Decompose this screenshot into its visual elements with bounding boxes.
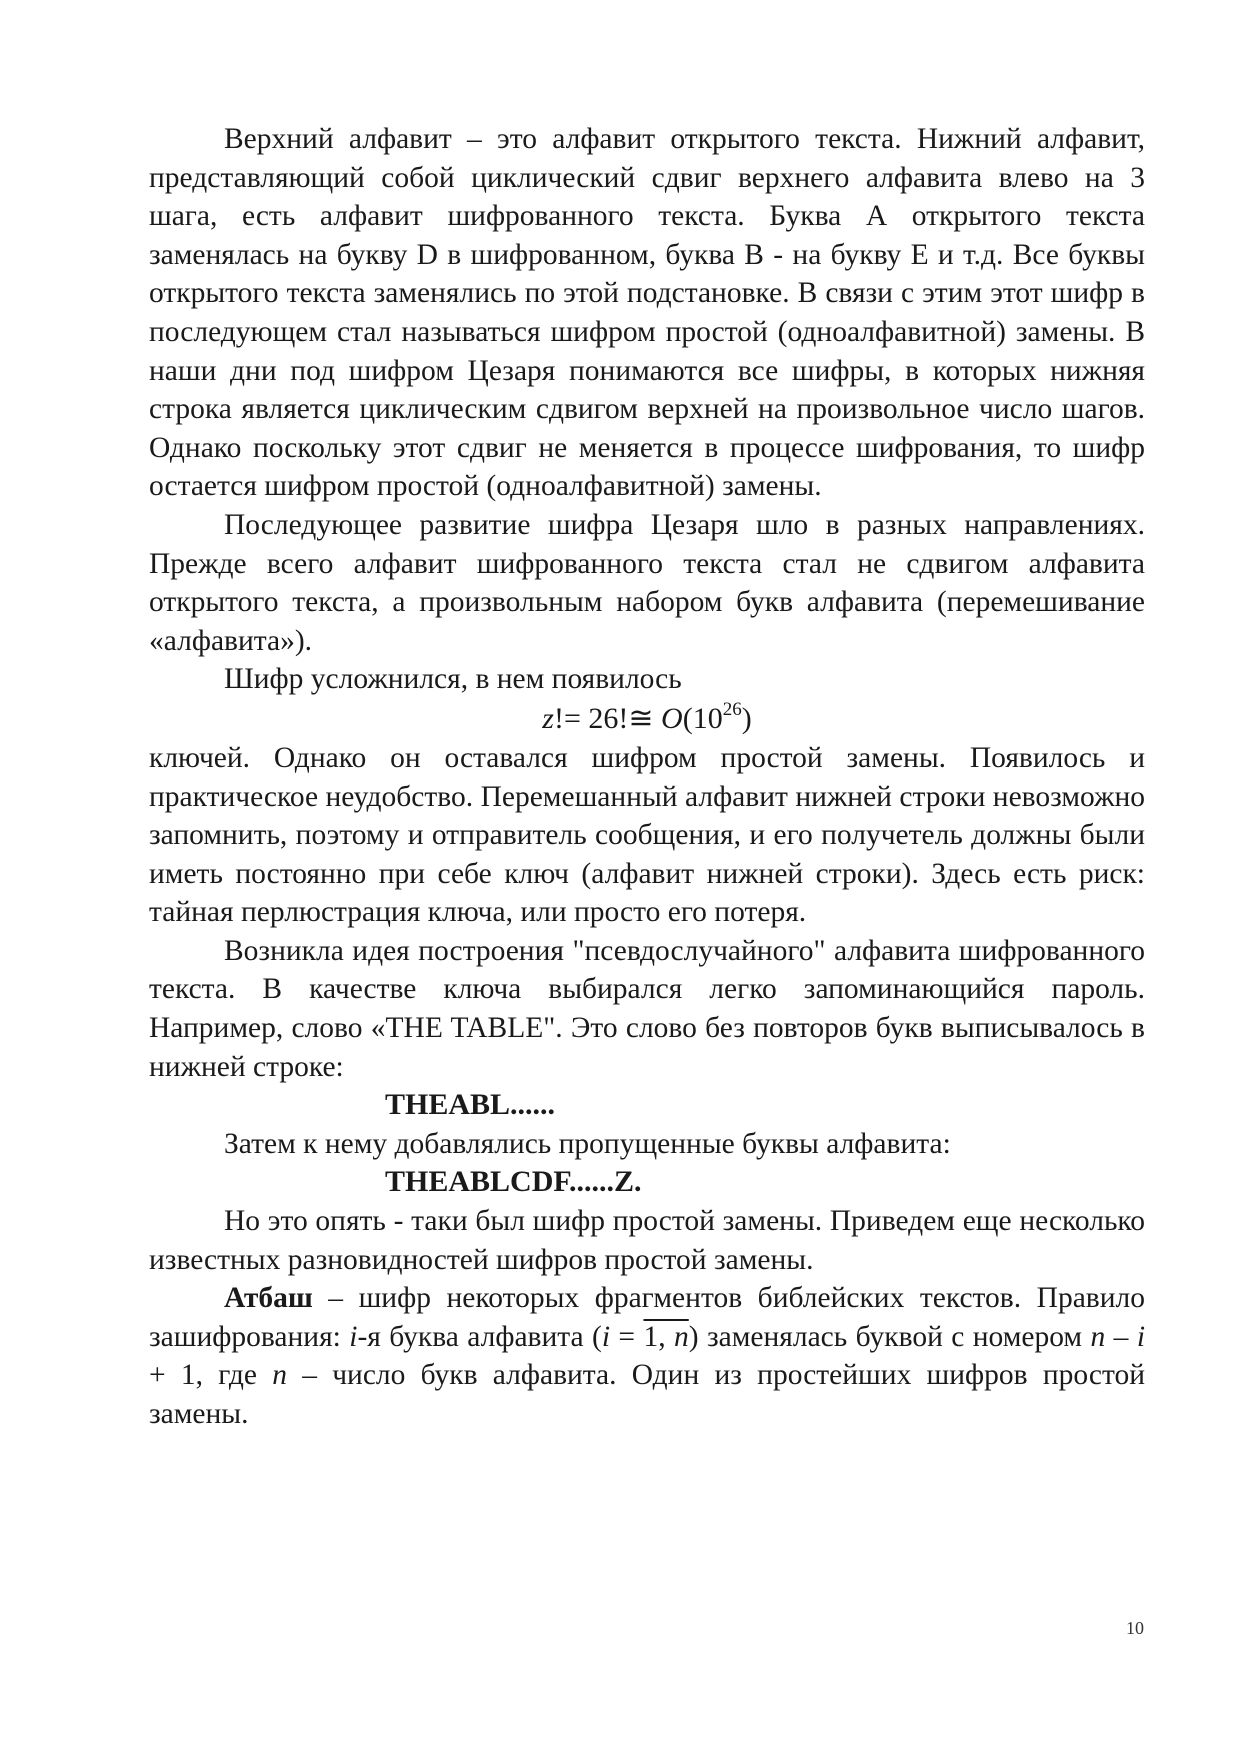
paragraph-missing-letters: Затем к нему добавлялись пропущенные буквы алфавита: <box>224 1127 951 1160</box>
formula-z: z <box>542 701 554 735</box>
paragraph-cipher-complicated: Шифр усложнился, в нем появилось <box>224 663 682 696</box>
paragraph-keys: ключей. Однако он оставался шифром простой замены. Появилось и практическое неудобство. Перемешанный алфавит нижней строки невозможно запомнить, поэтому и отправитель сообщения, и его получетель должны были иметь постоянно при себе ключ (алфавит нижней строки). Здесь есть риск: тайная перлюстрация ключа, или просто его потеря. <box>149 741 1145 929</box>
paragraph-caesar-cipher: Верхний алфавит – это алфавит открытого текста. Нижний алфавит, представляющий собой циклический сдвиг верхнего алфавита влево на 3 шага, есть алфавит шифрованного текста. Буква А открытого текста заменялась на букву D в шифрованном, буква В - на букву Е и т.д. Все буквы открытого текста заменялись по этой подстановке. В связи с этим этот шифр в последующем стал называться шифром простой (одноалфавитной) замены. В наши дни под шифром Цезаря понимаются все шифры, в которых нижняя строка является циклическим сдвигом верхней на произвольное число шагов. Однако поскольку этот сдвиг не меняется в процессе шифрования, то шифр остается шифром простой (одноалфавитной) замены. <box>149 123 1145 503</box>
formula-base: (10 <box>682 701 723 735</box>
formula-exponent: 26 <box>722 698 742 720</box>
paragraph-pseudorandom-alphabet: Возникла идея построения "псевдослучайного" алфавита шифрованного текста. В качестве ключа выбирался легко запоминающийся пароль. Например, слово «THE TABLE". Это слово без повторов букв выписывалось в нижней строке: <box>149 934 1145 1083</box>
keyword-line: THEABL...... <box>385 1088 556 1122</box>
formula-close: ) <box>741 701 752 735</box>
paragraph-atbash: Атбаш – шифр некоторых фрагментов библейских текстов. Правило зашифрования: i-я буква алфавита (i = 1, n) заменялась буквой с номером n – i + 1, где n – число букв алфавита. Один из простейших шифров простой замены. <box>149 1282 1146 1430</box>
formula-factorial: != 26!≅ <box>553 701 662 735</box>
overlined-range: 1, n <box>643 1320 689 1353</box>
atbash-term: Атбаш <box>224 1282 313 1315</box>
page-body <box>149 120 1145 1434</box>
key-count-formula <box>149 699 1145 739</box>
formula-big-o: O <box>661 701 683 735</box>
index-range-formula: (i = 1, n) <box>592 1320 699 1353</box>
var-n: n <box>1090 1320 1106 1353</box>
full-alphabet-line: THEABLCDF......Z. <box>385 1165 642 1199</box>
page-number: 10 <box>1126 1618 1144 1638</box>
var-i: i <box>349 1320 358 1353</box>
paragraph-simple-substitution: Но это опять - таки был шифр простой замены. Приведем еще несколько известных разновидностей шифров простой замены. <box>149 1205 1145 1276</box>
paragraph-further-development: Последующее развитие шифра Цезаря шло в разных направлениях. Прежде всего алфавит шифрованного текста стал не сдвигом алфавита открытого текста, а произвольным набором букв алфавита (перемешивание «алфавита»). <box>149 508 1145 657</box>
